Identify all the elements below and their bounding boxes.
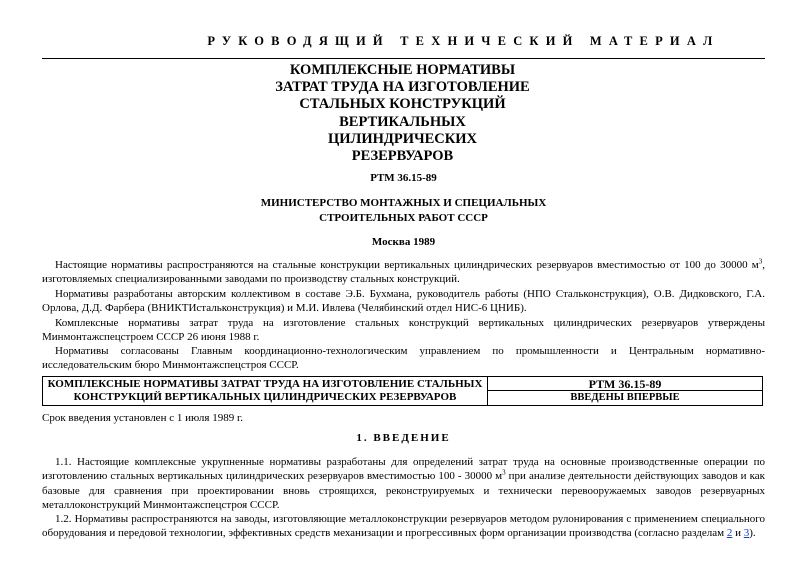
document-title (250, 62, 555, 165)
effective-date: Срок введения установлен с 1 июля 1989 г. (42, 412, 243, 424)
info-table-status: ВВЕДЕНЫ ВПЕРВЫЕ (570, 392, 680, 403)
ministry-line: СТРОИТЕЛЬНЫХ РАБОТ СССР (319, 211, 488, 224)
title-line: ЦИЛИНДРИЧЕСКИХ (327, 130, 478, 147)
section-heading: 1. ВВЕДЕНИЕ (356, 432, 451, 444)
document-type-header: РУКОВОДЯЩИЙ ТЕХНИЧЕСКИЙ МАТЕРИАЛ (207, 34, 720, 48)
document-code: РТМ 36.15-89 (370, 172, 437, 184)
title-line: КОМПЛЕКСНЫЕ НОРМАТИВЫ (289, 62, 516, 78)
ministry-name (0, 196, 807, 225)
section-paragraph-1-1: 1.1. Настоящие комплексные укрупненные нормативы разработаны для определений затрат труда на основные производственные операции по изготовлению стальных вертикальных цилиндрических резервуаров вместимостью 100 - 30000 $м^3$ при анализе деятельности действующих заводов и как базовые для сравнения при проектировании вновь строящихся, реконструируемых и технически перевооружаемых заводов резервуарных металлоконструкций Минмонтажспецстроя СССР. (42, 456, 766, 511)
section-2-link[interactable]: 2 (726, 527, 733, 540)
section-paragraph-1-2: 1.2. Нормативы распространяются на заводы, изготовляющие металлоконструкции резервуаров методом рулонирования с применением специального оборудования и передовой технологии, эффективных средств механизации и прогрессивных форм организации производства (согласно разделам 2 и 3). (42, 513, 765, 540)
title-line: РЕЗЕРВУАРОВ (351, 148, 454, 165)
section-3-link[interactable]: 3 (743, 527, 750, 540)
info-table-title (43, 377, 488, 405)
title-line: ЗАТРАТ ТРУДА НА ИЗГОТОВЛЕНИЕ (275, 79, 530, 96)
title-line: ВЕРТИКАЛЬНЫХ (339, 113, 466, 130)
ministry-line: МИНИСТЕРСТВО МОНТАЖНЫХ И СПЕЦИАЛЬНЫХ (260, 197, 547, 209)
header-divider (42, 58, 765, 59)
city-year: Москва 1989 (371, 236, 436, 248)
document-info-table (42, 376, 763, 406)
info-table-code: РТМ 36.15-89 (488, 377, 762, 391)
intro-paragraph-authors: Нормативы разработаны авторским коллективом в составе Э.Б. Бухмана, руководитель работы (НПО Стальконструкция), О.В. Дидковского, Г.А. Орлова, Д.Д. Фарбера (ВНИКТИстальконструкция) и М.И. Ивлева (Челябинский отдел НИС-6 ЦНИБ). (42, 288, 765, 315)
intro-paragraph-approval: Комплексные нормативы затрат труда на изготовление стальных конструкций вертикальных цилиндрических резервуаров утверждены Минмонтажспецстроем СССР 26 июня 1988 г. (42, 317, 765, 344)
intro-paragraph-scope: Настоящие нормативы распространяются на стальные конструкции вертикальных цилиндрических резервуаров вместимостью от 100 до 30000 $м^3$, изготовляемых специализированными заводами по производству стальных конструкций. (42, 257, 765, 286)
title-line: СТАЛЬНЫХ КОНСТРУКЦИЙ (299, 96, 506, 113)
info-table-title-line: КОМПЛЕКСНЫЕ НОРМАТИВЫ ЗАТРАТ ТРУДА НА ИЗГОТОВЛЕНИЕ СТАЛЬНЫХ (47, 378, 483, 390)
info-table-title-line: КОНСТРУКЦИЙ ВЕРТИКАЛЬНЫХ ЦИЛИНДРИЧЕСКИХ РЕЗЕРВУАРОВ (73, 391, 457, 403)
intro-paragraph-agreement: Нормативы согласованы Главным координационно-технологическим управлением по промышленности и Центральным нормативно-исследовательским бюро Минмонтажспецстроя СССР. (42, 345, 765, 372)
